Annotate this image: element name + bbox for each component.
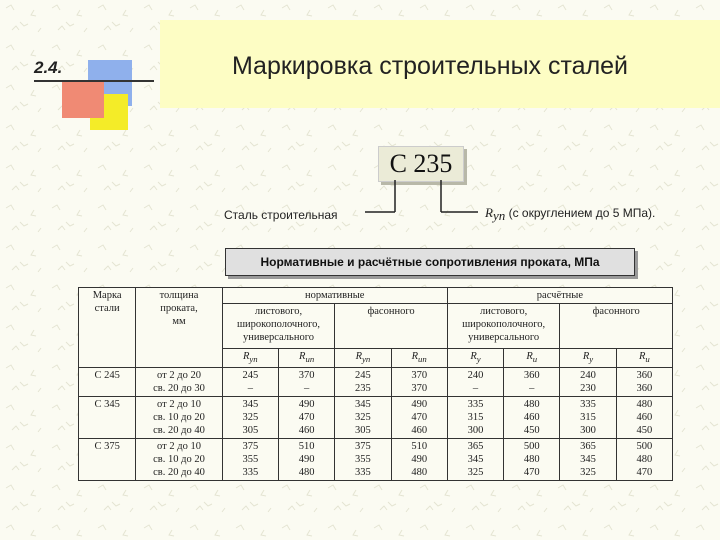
steel-code-box: С 235 xyxy=(378,146,464,182)
value-cell: 370 – xyxy=(278,368,334,397)
value-cell: 500 480 470 xyxy=(504,439,560,481)
section-number: 2.4. xyxy=(34,58,63,77)
yield-symbol: R xyxy=(485,205,493,220)
value-cell: 360 – xyxy=(504,368,560,397)
thickness-cell: от 2 до 20 св. 20 до 30 xyxy=(136,368,222,397)
value-cell: 240 – xyxy=(447,368,503,397)
value-cell: 360 360 xyxy=(616,368,672,397)
table-header-row-1 xyxy=(79,288,673,304)
value-cell: 500 480 470 xyxy=(616,439,672,481)
yield-strength-note xyxy=(485,205,655,224)
thickness-cell: от 2 до 10 св. 10 до 20 св. 20 до 40 xyxy=(136,397,222,439)
symbol-cell: $R_{un}$ xyxy=(278,349,334,368)
resistance-table xyxy=(78,287,673,481)
value-cell: 335 315 300 xyxy=(447,397,503,439)
symbol-blank-grade xyxy=(79,349,136,368)
table-row xyxy=(79,397,673,439)
table-caption: Нормативные и расчётные сопротивления проката, МПа xyxy=(225,248,635,276)
table-row xyxy=(79,368,673,397)
value-cell: 490 470 460 xyxy=(278,397,334,439)
value-cell: 370 370 xyxy=(391,368,447,397)
value-cell: 510 490 480 xyxy=(391,439,447,481)
value-cell: 480 460 450 xyxy=(616,397,672,439)
grade-cell: С 245 xyxy=(79,368,136,397)
table-row xyxy=(79,439,673,481)
page-title: Маркировка строительных сталей xyxy=(231,52,629,80)
symbol-cell: $R_y$ xyxy=(447,349,503,368)
value-cell: 375 355 335 xyxy=(222,439,278,481)
symbol-blank-thickness xyxy=(136,349,222,368)
yield-note-text: (с округлением до 5 МПа). xyxy=(508,206,656,220)
grade-cell: С 375 xyxy=(79,439,136,481)
value-cell: 245 235 xyxy=(335,368,391,397)
value-cell: 240 230 xyxy=(560,368,616,397)
header-sheet-design: листового, широкополочного, универсального xyxy=(447,304,560,349)
grade-cell: С 345 xyxy=(79,397,136,439)
value-cell: 480 460 450 xyxy=(504,397,560,439)
header-normative: нормативные xyxy=(222,288,447,304)
header-shaped-design: фасонного xyxy=(560,304,673,349)
value-cell: 365 345 325 xyxy=(560,439,616,481)
steel-type-label: Сталь строительная xyxy=(224,208,338,222)
value-cell: 245 – xyxy=(222,368,278,397)
symbol-cell: $R_{yn}$ xyxy=(222,349,278,368)
thickness-cell: от 2 до 10 св. 10 до 20 св. 20 до 40 xyxy=(136,439,222,481)
value-cell: 335 315 300 xyxy=(560,397,616,439)
value-cell: 345 325 305 xyxy=(222,397,278,439)
symbol-cell: $R_u$ xyxy=(616,349,672,368)
header-thickness: толщина проката, мм xyxy=(136,288,222,349)
value-cell: 365 345 325 xyxy=(447,439,503,481)
yield-symbol-sub: уп xyxy=(492,208,506,224)
header-shaped-normative: фасонного xyxy=(335,304,448,349)
header-design: расчётные xyxy=(447,288,672,304)
symbol-cell: $R_{yn}$ xyxy=(335,349,391,368)
symbol-cell: $R_u$ xyxy=(504,349,560,368)
symbol-cell: $R_{un}$ xyxy=(391,349,447,368)
value-cell: 345 325 305 xyxy=(335,397,391,439)
header-grade: Марка стали xyxy=(79,288,136,349)
value-cell: 510 490 480 xyxy=(278,439,334,481)
symbol-cell: $R_y$ xyxy=(560,349,616,368)
header-sheet-normative: листового, широкополочного, универсального xyxy=(222,304,335,349)
value-cell: 375 355 335 xyxy=(335,439,391,481)
value-cell: 490 470 460 xyxy=(391,397,447,439)
table-symbol-row xyxy=(79,349,673,368)
